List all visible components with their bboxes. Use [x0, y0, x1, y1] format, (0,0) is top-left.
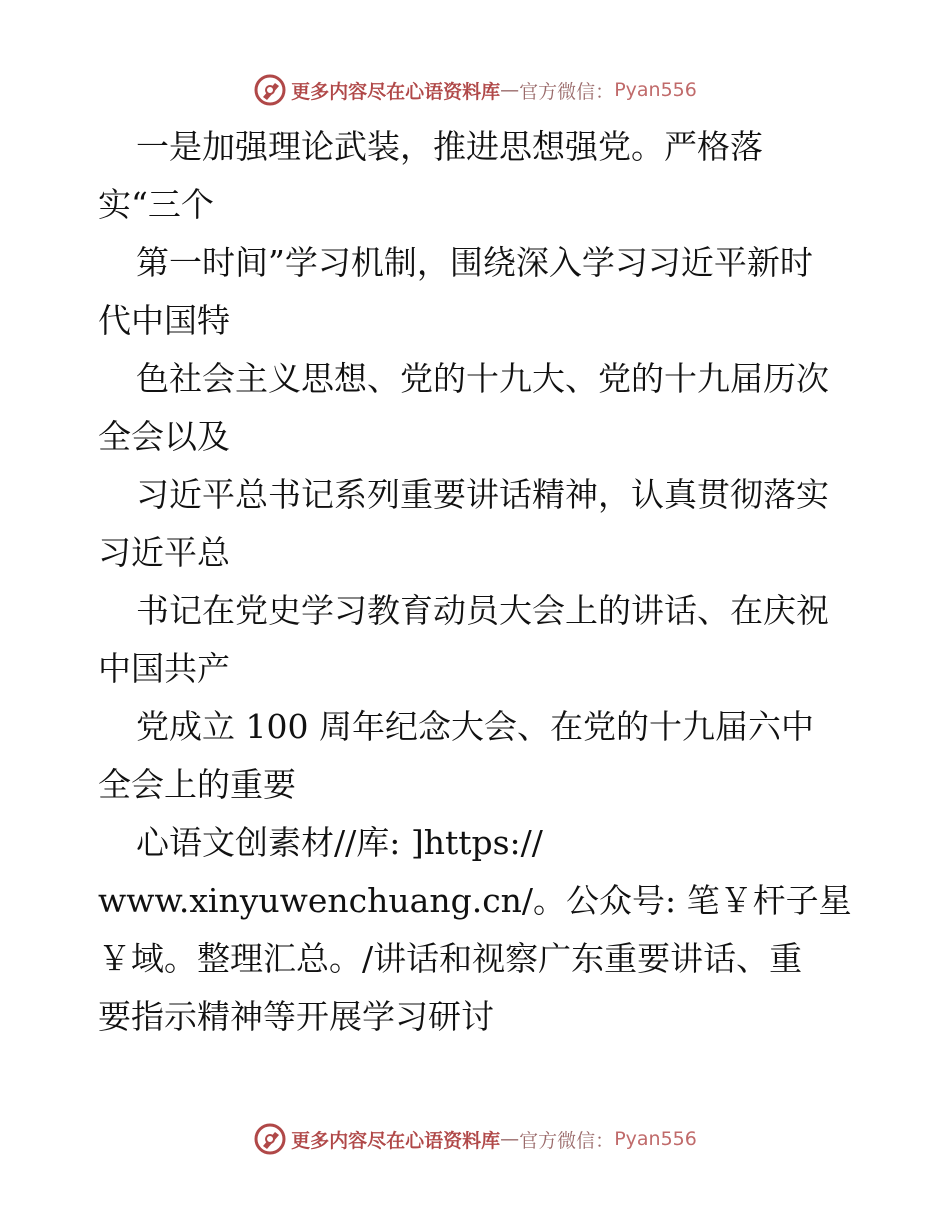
body-line: 全会上的重要	[98, 765, 296, 804]
banner-sub-text: 官方微信：	[519, 1129, 615, 1152]
banner-dash: —	[500, 1128, 520, 1150]
body-line: 色社会主义思想、党的十九大、党的十九届历次	[136, 359, 829, 398]
banner-main-text: 更多内容尽在心语资料库	[291, 80, 501, 103]
body-line: 习近平总	[98, 533, 230, 572]
body-line: www.xinyuwenchuang.cn/。公众号: 笔￥杆子星	[98, 881, 852, 920]
header-banner	[0, 70, 950, 110]
footer-banner	[0, 1119, 950, 1159]
body-line: 第一时间”学习机制，围绕深入学习习近平新时	[136, 243, 813, 282]
body-line: 代中国特	[98, 301, 230, 340]
banner-wechat-id: Pyan556	[614, 79, 697, 101]
body-line: 一是加强理论武装，推进思想强党。严格落	[136, 127, 763, 166]
banner-dash: —	[500, 79, 520, 101]
red-pen-circle-logo-icon	[253, 73, 287, 107]
body-line: 实“三个	[98, 185, 214, 224]
body-line: 习近平总书记系列重要讲话精神，认真贯彻落实	[136, 475, 829, 514]
banner-main-text: 更多内容尽在心语资料库	[291, 1129, 501, 1152]
body-line: 要指示精神等开展学习研讨	[98, 997, 494, 1036]
body-line: 全会以及	[98, 417, 230, 456]
banner-wechat-id: Pyan556	[614, 1128, 697, 1150]
body-line: 书记在党史学习教育动员大会上的讲话、在庆祝	[136, 591, 829, 630]
body-line: 中国共产	[98, 649, 230, 688]
body-line: 党成立 100 周年纪念大会、在党的十九届六中	[136, 707, 814, 746]
body-line: 心语文创素材//库: ]https://	[136, 823, 543, 862]
red-pen-circle-logo-icon	[253, 1122, 287, 1156]
document-body	[98, 118, 858, 1046]
banner-sub-text: 官方微信：	[519, 80, 615, 103]
body-line: ￥域。整理汇总。/讲话和视察广东重要讲话、重	[98, 939, 803, 978]
